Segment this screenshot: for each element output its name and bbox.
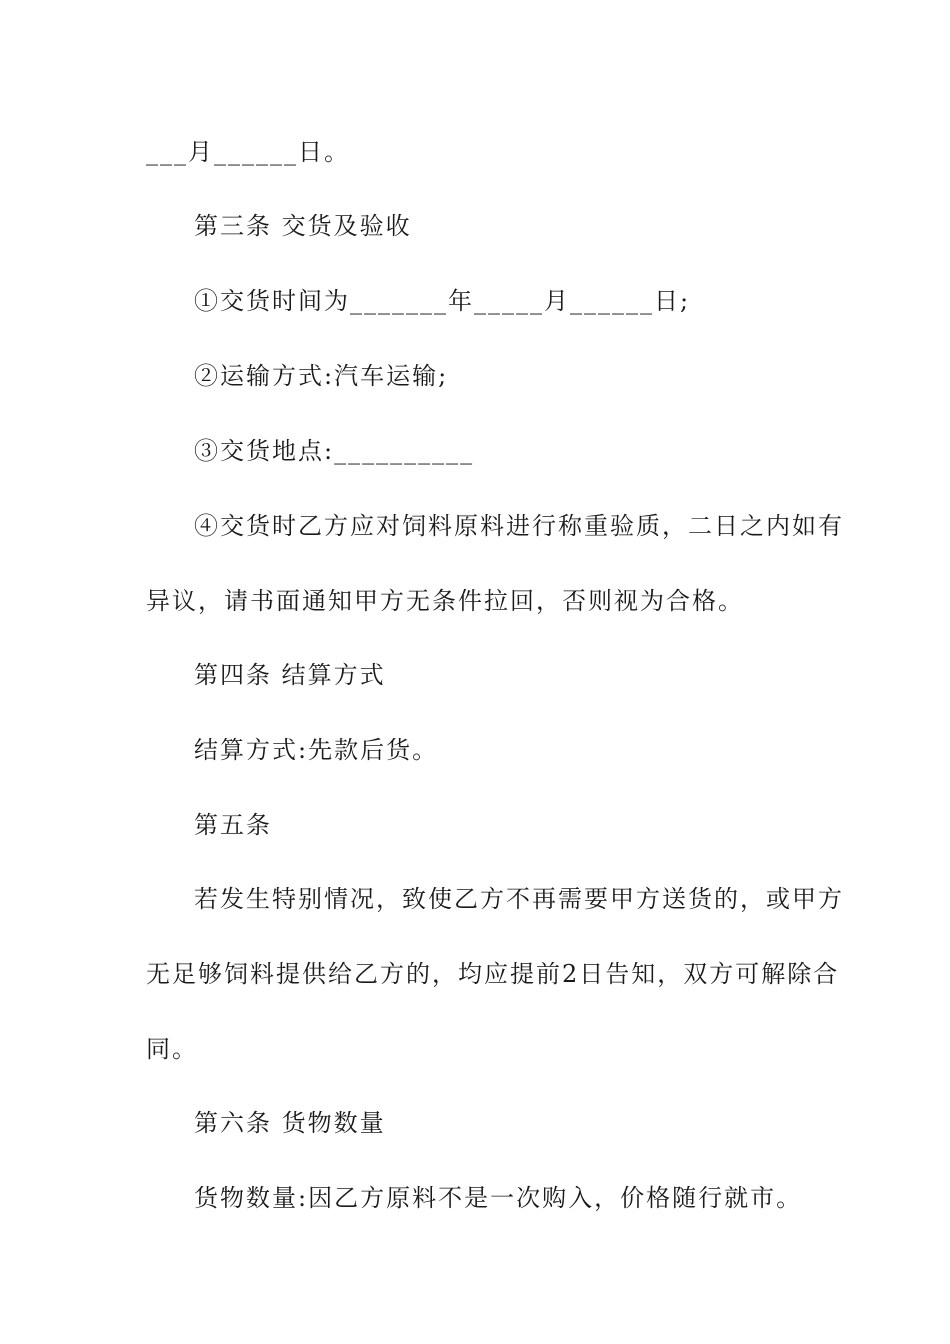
article-5-body-line-2: 无足够饲料提供给乙方的，均应提前2日告知，双方可解除合 xyxy=(146,960,840,988)
article-3-item-4-line-2: 异议，请书面通知甲方无条件拉回，否则视为合格。 xyxy=(146,587,744,615)
article-3-heading: 第三条 交货及验收 xyxy=(194,212,412,240)
article-3-item-1: ①交货时间为_______年_____月______日; xyxy=(194,287,691,315)
article-4-heading: 第四条 结算方式 xyxy=(194,661,386,689)
article-3-item-3: ③交货地点:__________ xyxy=(194,437,475,465)
article-3-item-4-line-1: ④交货时乙方应对饲料原料进行称重验质，二日之内如有 xyxy=(194,512,844,540)
article-5-body-line-3: 同。 xyxy=(146,1035,198,1063)
article-5-body-line-1: 若发生特别情况，致使乙方不再需要甲方送货的，或甲方 xyxy=(194,885,844,913)
article-6-heading: 第六条 货物数量 xyxy=(194,1109,386,1137)
article-5-heading: 第五条 xyxy=(194,811,272,839)
article-6-body: 货物数量:因乙方原料不是一次购入，价格随行就市。 xyxy=(194,1184,803,1212)
article-4-body: 结算方式:先款后货。 xyxy=(194,736,439,764)
article-3-item-2: ②运输方式:汽车运输; xyxy=(194,362,449,390)
text-line-date-tail: ___月______日。 xyxy=(146,138,350,166)
